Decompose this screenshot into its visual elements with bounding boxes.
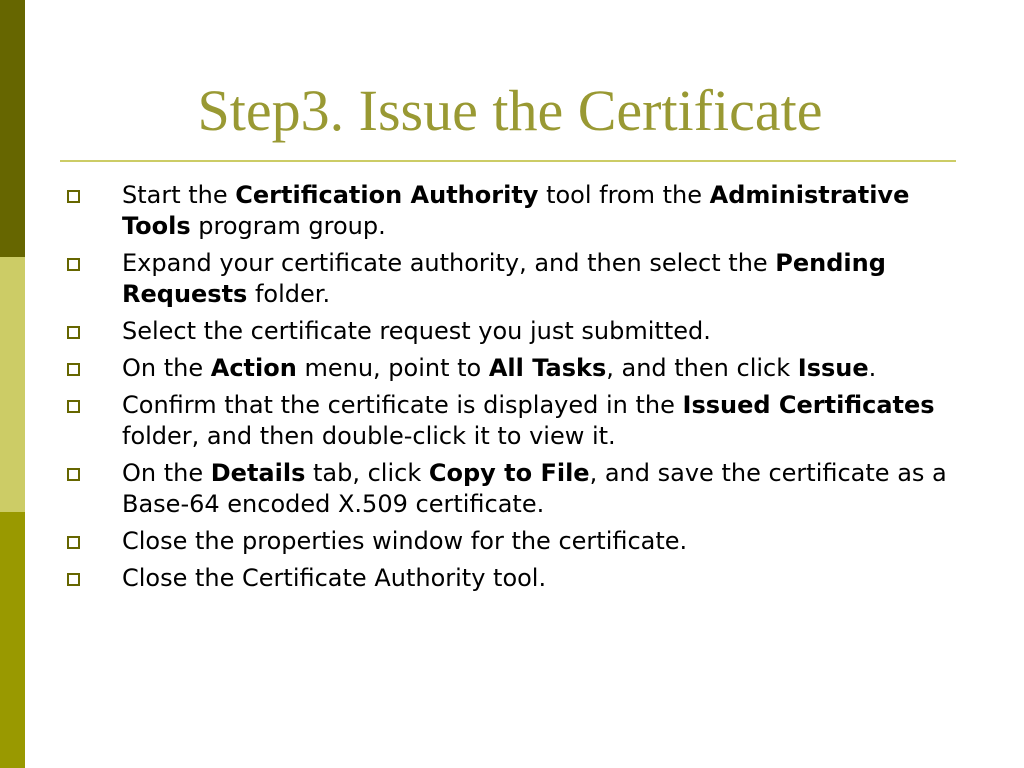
bullet-bold-term: Details — [210, 459, 306, 487]
bullet-item — [60, 526, 960, 557]
hollow-square-icon — [67, 190, 80, 203]
hollow-square-icon — [67, 536, 80, 549]
bullet-item — [60, 353, 960, 384]
bullet-bold-term: Issue — [797, 354, 869, 382]
title-underline — [60, 160, 956, 162]
bullet-text-segment: folder. — [247, 280, 331, 308]
bullet-text-segment: Select the certificate request you just submitted. — [122, 317, 711, 345]
bullet-text-segment: On the — [122, 459, 211, 487]
bullet-bold-term: Certification Authority — [235, 181, 539, 209]
bullet-text — [122, 459, 947, 518]
bullet-text-segment: Confirm that the certificate is displayed in the — [122, 391, 683, 419]
bullet-text-segment: folder, and then double-click it to view it. — [122, 422, 616, 450]
hollow-square-icon — [67, 258, 80, 271]
bullet-text — [122, 391, 935, 450]
bullet-bold-term: Copy to File — [428, 459, 590, 487]
bullet-text-segment: , and save the certificate as a Base-64 encoded X.509 certificate. — [122, 459, 947, 518]
hollow-square-icon — [67, 400, 80, 413]
bullet-text-segment: tool from the — [538, 181, 710, 209]
bullet-item — [60, 390, 960, 452]
bullet-text-segment: tab, click — [305, 459, 429, 487]
bullet-item — [60, 248, 960, 310]
hollow-square-icon — [67, 326, 80, 339]
bullet-item — [60, 458, 960, 520]
bullet-text-segment: Close the properties window for the certificate. — [122, 527, 688, 555]
bullet-list — [60, 180, 960, 600]
bullet-text-segment: , and then click — [606, 354, 798, 382]
bullet-bold-term: Action — [210, 354, 297, 382]
bullet-text-segment: Start the — [122, 181, 236, 209]
bullet-item — [60, 563, 960, 594]
bullet-text-segment: Close the Certificate Authority tool. — [122, 564, 547, 592]
bullet-text-segment: Expand your certificate authority, and then select the — [122, 249, 776, 277]
bullet-bold-term: Pending Requests — [122, 249, 886, 308]
bullet-text — [122, 527, 687, 555]
bullet-bold-term: Issued Certificates — [682, 391, 935, 419]
bullet-text-segment: menu, point to — [296, 354, 489, 382]
bullet-text — [122, 317, 711, 345]
bullet-text-segment: On the — [122, 354, 211, 382]
bullet-bold-term: All Tasks — [488, 354, 607, 382]
left-accent-bar-bottom — [0, 512, 25, 768]
bullet-item — [60, 180, 960, 242]
left-accent-bar-top — [0, 0, 25, 257]
bullet-text-segment: program group. — [190, 212, 386, 240]
bullet-item — [60, 316, 960, 347]
slide-title: Step3. Issue the Certificate — [197, 78, 823, 143]
bullet-text — [122, 249, 886, 308]
bullet-text-segment: . — [868, 354, 877, 382]
bullet-bold-term: Administrative Tools — [122, 181, 910, 240]
hollow-square-icon — [67, 363, 80, 376]
bullet-text — [122, 354, 876, 382]
bullet-text — [122, 564, 546, 592]
hollow-square-icon — [67, 468, 80, 481]
bullet-text — [122, 181, 909, 240]
left-accent-bar-middle — [0, 257, 25, 512]
hollow-square-icon — [67, 573, 80, 586]
